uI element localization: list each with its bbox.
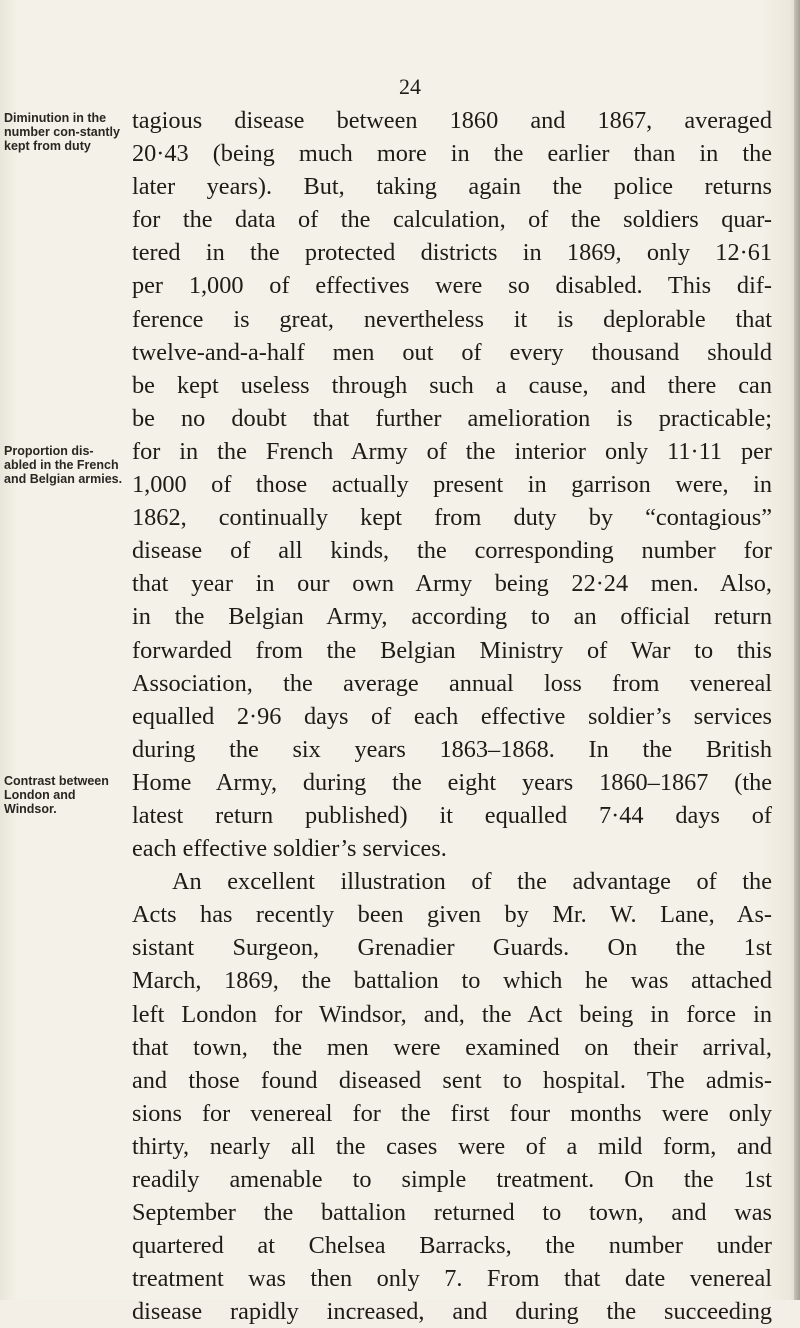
text-line: disease rapidly increased, and during the succeeding [132, 1298, 772, 1326]
text-line: An excellent illustration of the advantage of the [172, 868, 772, 896]
text-line: disease of all kinds, the corresponding number for [132, 537, 772, 565]
text-line: during the six years 1863–1868. In the British [132, 735, 772, 763]
text-line: quartered at Chelsea Barracks, the number under [132, 1232, 772, 1260]
text-line: 1862, continually kept from duty by “contagious” [132, 504, 772, 532]
text-line: in the Belgian Army, according to an official return [132, 603, 772, 631]
text-line: that town, the men were examined on their arrival, [132, 1033, 772, 1061]
text-line: later years). But, taking again the police returns [132, 173, 772, 201]
text-line: treatment was then only 7. From that date venereal [132, 1265, 772, 1293]
text-line: sistant Surgeon, Grenadier Guards. On the 1st [132, 934, 772, 962]
text-line: 20·43 (being much more in the earlier than in the [132, 140, 772, 168]
text-line: tered in the protected districts in 1869, only 12·61 [132, 239, 772, 267]
margin-note-diminution: Diminution in the number con-stantly kept from duty [4, 111, 120, 153]
text-line: 1,000 of those actually present in garrison were, in [132, 471, 772, 499]
text-line: ference is great, nevertheless it is deplorable that [132, 305, 772, 333]
text-line: that year in our own Army being 22·24 men. Also, [132, 570, 772, 598]
text-line: Acts has recently been given by Mr. W. Lane, As- [132, 901, 772, 929]
text-line: September the battalion returned to town, and was [132, 1199, 772, 1227]
text-line: March, 1869, the battalion to which he was attached [132, 967, 772, 995]
text-line: equalled 2·96 days of each effective soldier’s services [132, 702, 772, 730]
margin-note-contrast: Contrast between London and Windsor. [4, 774, 109, 816]
text-line: readily amenable to simple treatment. On the 1st [132, 1166, 772, 1193]
text-line: forwarded from the Belgian Ministry of War to this [132, 636, 772, 664]
page-number: 24 [399, 74, 421, 99]
text-line: for the data of the calculation, of the soldiers quar- [132, 206, 772, 234]
text-line: latest return published) it equalled 7·44 days of [132, 801, 772, 829]
text-line: Association, the average annual loss from venereal [132, 669, 772, 697]
page-edge [794, 0, 800, 1300]
text-line: left London for Windsor, and, the Act being in force in [132, 1000, 772, 1028]
margin-note-proportion: Proportion dis-abled in the French and Belgian armies. [4, 444, 123, 486]
text-line: twelve-and-a-half men out of every thousand should [132, 338, 772, 366]
text-line: per 1,000 of effectives were so disabled. This dif- [132, 272, 772, 300]
text-line: and those found diseased sent to hospital. The admis- [132, 1066, 772, 1094]
text-line: Home Army, during the eight years 1860–1867 (the [132, 768, 772, 796]
text-line: each effective soldier’s services. [132, 835, 447, 863]
text-line: tagious disease between 1860 and 1867, averaged [132, 107, 772, 134]
text-line: sions for venereal for the first four months were only [132, 1099, 772, 1127]
text-line: be kept useless through such a cause, and there can [132, 371, 772, 399]
text-line: thirty, nearly all the cases were of a mild form, and [132, 1132, 772, 1160]
body-text [132, 104, 772, 1328]
text-line: be no doubt that further amelioration is practicable; [132, 404, 772, 432]
text-line: for in the French Army of the interior only 11·11 per [132, 437, 772, 465]
